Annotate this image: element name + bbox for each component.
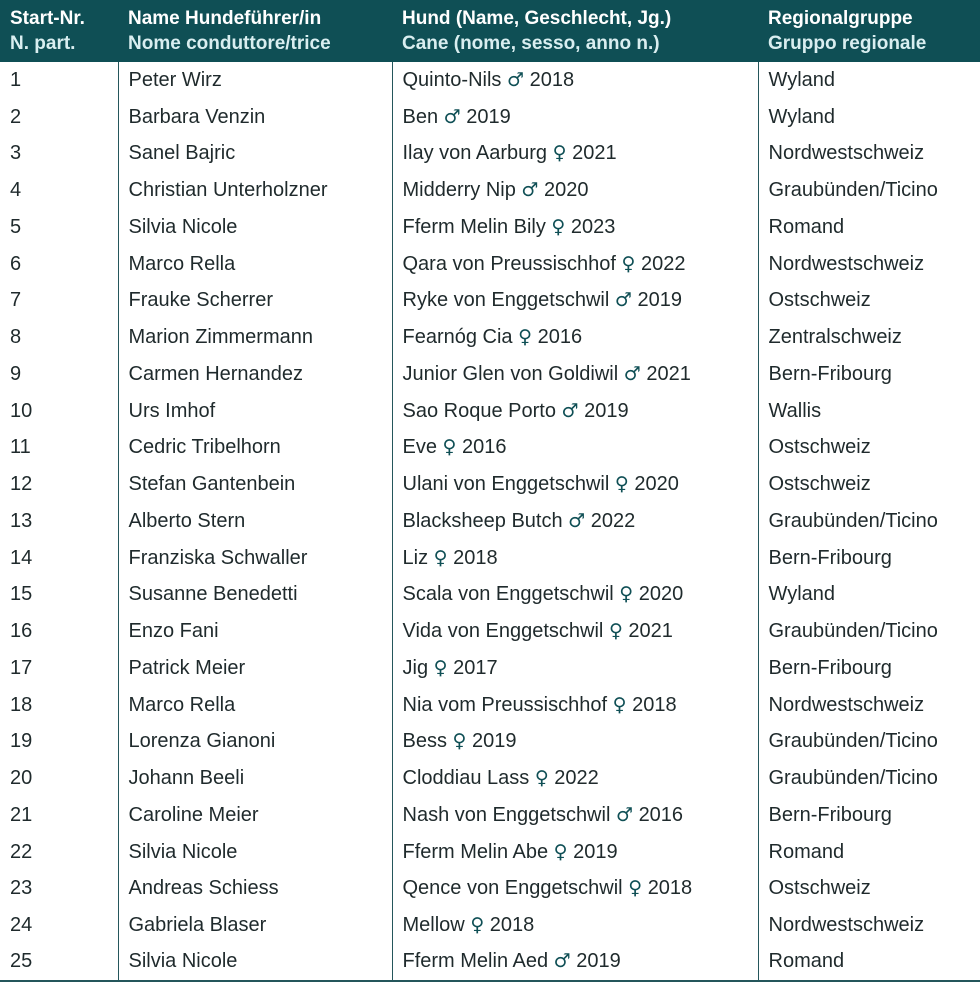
table-row (0, 99, 980, 136)
table-row (0, 613, 980, 650)
header-dog-it: Cane (nome, sesso, anno n.) (402, 33, 660, 54)
dog-birth-year: 2022 (640, 252, 686, 275)
regional-group: Bern-Fribourg (758, 797, 980, 834)
table-row (0, 356, 980, 393)
header-start-nr (0, 0, 118, 62)
dog-name: Ben (402, 105, 439, 128)
sex-icon: ♀ (433, 546, 448, 569)
handler-name: Lorenza Gianoni (118, 724, 392, 761)
dog-birth-year: 2021 (646, 362, 691, 385)
start-number: 25 (0, 944, 118, 981)
handler-name: Silvia Nicole (118, 944, 392, 981)
sex-icon: ♂ (506, 68, 525, 91)
sex-icon: ♀ (534, 767, 549, 790)
dog-info (392, 834, 758, 871)
table-row (0, 650, 980, 687)
dog-info (392, 907, 758, 944)
regional-group: Romand (758, 834, 980, 871)
dog-birth-year: 2020 (638, 583, 684, 606)
dog-name: Cloddiau Lass (402, 767, 530, 790)
start-number: 24 (10, 914, 33, 937)
sex-icon: ♀ (551, 215, 566, 238)
regional-group: Nordwestschweiz (758, 136, 980, 173)
table-row (0, 944, 980, 981)
header-handler-it: Nome conduttore/trice (128, 33, 331, 54)
table-row (0, 430, 980, 467)
sex-icon: ♀ (614, 473, 629, 496)
dog-info (392, 540, 758, 577)
regional-group: Romand (758, 209, 980, 246)
header-dog (392, 0, 758, 62)
dog-birth-year: 2018 (529, 68, 575, 91)
table-row (0, 797, 980, 834)
sex-icon: ♀ (621, 252, 636, 275)
header-region-de: Regionalgruppe (768, 8, 913, 29)
dog-name: Liz (402, 546, 429, 569)
dog-name: Ryke von Enggetschwil (402, 289, 610, 312)
dog-name: Qara von Preussischhof (402, 252, 616, 275)
sex-icon: ♀ (518, 326, 533, 349)
dog-birth-year: 2018 (647, 877, 693, 900)
dog-birth-year: 2016 (638, 803, 684, 826)
handler-name: Sanel Bajric (118, 136, 392, 173)
table-row (0, 393, 980, 430)
sex-icon: ♂ (614, 289, 632, 312)
regional-group: Nordwestschweiz (758, 687, 980, 724)
header-region (758, 0, 980, 62)
dog-birth-year: 2020 (544, 179, 589, 202)
regional-group: Zentralschweiz (758, 319, 980, 356)
dog-info (392, 466, 758, 503)
dog-name: Sao Roque Porto (402, 399, 556, 422)
table-row (0, 724, 980, 761)
start-number: 4 (10, 179, 22, 202)
start-number: 1 (10, 68, 22, 91)
dog-birth-year: 2019 (576, 950, 621, 973)
dog-info (392, 577, 758, 614)
dog-info (392, 430, 758, 467)
start-number: 19 (10, 730, 33, 753)
sex-icon: ♀ (433, 656, 448, 679)
dog-birth-year: 2022 (554, 767, 599, 790)
dog-birth-year: 2023 (570, 215, 616, 238)
dog-birth-year: 2016 (537, 326, 583, 349)
dog-info (392, 209, 758, 246)
table-row (0, 871, 980, 908)
table-row (0, 209, 980, 246)
start-number: 5 (10, 215, 22, 238)
sex-icon: ♂ (443, 105, 461, 128)
dog-name: Nia vom Preussischhof (402, 693, 608, 716)
table-row (0, 172, 980, 209)
start-number: 17 (10, 656, 33, 679)
start-number: 11 (10, 436, 31, 459)
dog-name: Fearnóg Cia (402, 326, 513, 349)
table-row (0, 687, 980, 724)
dog-birth-year: 2019 (573, 840, 618, 863)
handler-name: Marion Zimmermann (118, 319, 392, 356)
handler-name: Frauke Scherrer (118, 283, 392, 320)
dog-info (392, 99, 758, 136)
start-number: 20 (10, 767, 33, 790)
dog-name: Ulani von Enggetschwil (402, 473, 610, 496)
regional-group: Wallis (758, 393, 980, 430)
sex-icon: ♂ (521, 179, 539, 202)
table-row (0, 246, 980, 283)
regional-group: Graubünden/Ticino (758, 613, 980, 650)
sex-icon: ♀ (553, 840, 568, 863)
sex-icon: ♀ (470, 914, 485, 937)
dog-info (392, 944, 758, 981)
handler-name: Marco Rella (118, 246, 392, 283)
handler-name: Carmen Hernandez (118, 356, 392, 393)
sex-icon: ♀ (552, 142, 567, 165)
dog-info (392, 871, 758, 908)
table-row (0, 577, 980, 614)
dog-name: Quinto-Nils (402, 68, 502, 91)
handler-name: Alberto Stern (118, 503, 392, 540)
sex-icon: ♀ (628, 877, 643, 900)
table-row (0, 540, 980, 577)
regional-group: Romand (758, 944, 980, 981)
dog-info (392, 503, 758, 540)
header-handler-de: Name Hundeführer/in (128, 8, 322, 29)
handler-name: Barbara Venzin (118, 99, 392, 136)
start-number: 10 (10, 399, 33, 422)
handler-name: Cedric Tribelhorn (118, 430, 392, 467)
handler-name: Franziska Schwaller (118, 540, 392, 577)
start-number: 3 (10, 142, 22, 165)
table-row (0, 319, 980, 356)
regional-group: Graubünden/Ticino (758, 724, 980, 761)
regional-group: Ostschweiz (758, 871, 980, 908)
dog-name: Blacksheep Butch (402, 509, 563, 532)
table-body (0, 62, 980, 981)
dog-info (392, 760, 758, 797)
handler-name: Enzo Fani (118, 613, 392, 650)
sex-icon: ♂ (568, 509, 586, 532)
start-number: 7 (10, 289, 22, 312)
start-number: 2 (10, 105, 22, 128)
dog-birth-year: 2019 (584, 399, 629, 422)
dog-name: Eve (402, 436, 437, 459)
table-row (0, 283, 980, 320)
regional-group: Nordwestschweiz (758, 907, 980, 944)
dog-birth-year: 2019 (466, 105, 511, 128)
dog-info (392, 172, 758, 209)
dog-name: Vida von Enggetschwil (402, 620, 604, 643)
handler-name: Peter Wirz (118, 62, 392, 99)
header-row (0, 0, 980, 62)
sex-icon: ♂ (553, 950, 571, 973)
start-number: 9 (10, 362, 22, 385)
dog-name: Ilay von Aarburg (402, 142, 548, 165)
table-header (0, 0, 980, 62)
header-start-nr-de: Start-Nr. (10, 8, 85, 29)
regional-group: Graubünden/Ticino (758, 503, 980, 540)
handler-name: Silvia Nicole (118, 834, 392, 871)
regional-group: Graubünden/Ticino (758, 172, 980, 209)
handler-name: Urs Imhof (118, 393, 392, 430)
dog-birth-year: 2020 (634, 473, 679, 496)
regional-group: Nordwestschweiz (758, 246, 980, 283)
dog-birth-year: 2021 (628, 620, 673, 643)
dog-birth-year: 2018 (489, 914, 535, 937)
start-number: 14 (10, 546, 33, 569)
dog-info (392, 319, 758, 356)
dog-name: Nash von Enggetschwil (402, 803, 611, 826)
dog-info (392, 650, 758, 687)
regional-group: Bern-Fribourg (758, 650, 980, 687)
sex-icon: ♀ (608, 620, 623, 643)
dog-birth-year: 2019 (472, 730, 517, 753)
dog-name: Fferm Melin Aed (402, 950, 549, 973)
dog-info (392, 246, 758, 283)
regional-group: Bern-Fribourg (758, 540, 980, 577)
handler-name: Susanne Benedetti (118, 577, 392, 614)
handler-name: Stefan Gantenbein (118, 466, 392, 503)
dog-name: Bess (402, 730, 447, 753)
handler-name: Patrick Meier (118, 650, 392, 687)
dog-name: Qence von Enggetschwil (402, 877, 623, 900)
header-handler (118, 0, 392, 62)
regional-group: Wyland (758, 62, 980, 99)
dog-name: Fferm Melin Bily (402, 215, 546, 238)
table-row (0, 503, 980, 540)
dog-info (392, 283, 758, 320)
dog-birth-year: 2021 (572, 142, 617, 165)
dog-name: Midderry Nip (402, 179, 516, 202)
dog-name: Scala von Enggetschwil (402, 583, 614, 606)
handler-name: Johann Beeli (118, 760, 392, 797)
dog-birth-year: 2017 (453, 656, 498, 679)
dog-birth-year: 2018 (453, 546, 498, 569)
start-number: 22 (10, 840, 33, 863)
regional-group: Ostschweiz (758, 283, 980, 320)
dog-info (392, 687, 758, 724)
sex-icon: ♂ (561, 399, 579, 422)
dog-info (392, 136, 758, 173)
header-start-nr-it: N. part. (10, 33, 76, 54)
dog-info (392, 356, 758, 393)
handler-name: Gabriela Blaser (118, 907, 392, 944)
handler-name: Silvia Nicole (118, 209, 392, 246)
table-row (0, 62, 980, 99)
table-row (0, 466, 980, 503)
sex-icon: ♂ (623, 362, 641, 385)
dog-birth-year: 2016 (462, 436, 507, 459)
header-region-it: Gruppo regionale (768, 33, 927, 54)
handler-name: Christian Unterholzner (118, 172, 392, 209)
handler-name: Marco Rella (118, 687, 392, 724)
start-number: 12 (10, 473, 33, 496)
sex-icon: ♂ (615, 803, 633, 826)
dog-name: Jig (402, 656, 429, 679)
sex-icon: ♀ (612, 693, 627, 716)
start-number: 21 (10, 803, 33, 826)
dog-info (392, 797, 758, 834)
regional-group: Wyland (758, 99, 980, 136)
dog-info (392, 724, 758, 761)
dog-name: Mellow (402, 914, 465, 937)
dog-info (392, 393, 758, 430)
header-dog-de: Hund (Name, Geschlecht, Jg.) (402, 8, 672, 29)
dog-birth-year: 2022 (590, 509, 636, 532)
sex-icon: ♀ (442, 436, 457, 459)
start-number: 13 (10, 509, 33, 532)
sex-icon: ♀ (452, 730, 467, 753)
table-row (0, 760, 980, 797)
handler-name: Andreas Schiess (118, 871, 392, 908)
start-number: 15 (10, 583, 33, 606)
start-number: 18 (10, 693, 33, 716)
dog-info (392, 613, 758, 650)
regional-group: Bern-Fribourg (758, 356, 980, 393)
dog-birth-year: 2019 (637, 289, 682, 312)
start-number: 16 (10, 620, 33, 643)
sex-icon: ♀ (619, 583, 634, 606)
start-number: 23 (10, 877, 33, 900)
dog-birth-year: 2018 (632, 693, 677, 716)
start-number: 6 (10, 252, 22, 275)
dog-name: Fferm Melin Abe (402, 840, 549, 863)
handler-name: Caroline Meier (118, 797, 392, 834)
start-number: 8 (10, 326, 22, 349)
table-row (0, 136, 980, 173)
dog-info (392, 62, 758, 99)
dog-name: Junior Glen von Goldiwil (402, 362, 619, 385)
regional-group: Graubünden/Ticino (758, 760, 980, 797)
regional-group: Wyland (758, 577, 980, 614)
table-row (0, 907, 980, 944)
regional-group: Ostschweiz (758, 466, 980, 503)
table-row (0, 834, 980, 871)
regional-group: Ostschweiz (758, 430, 980, 467)
